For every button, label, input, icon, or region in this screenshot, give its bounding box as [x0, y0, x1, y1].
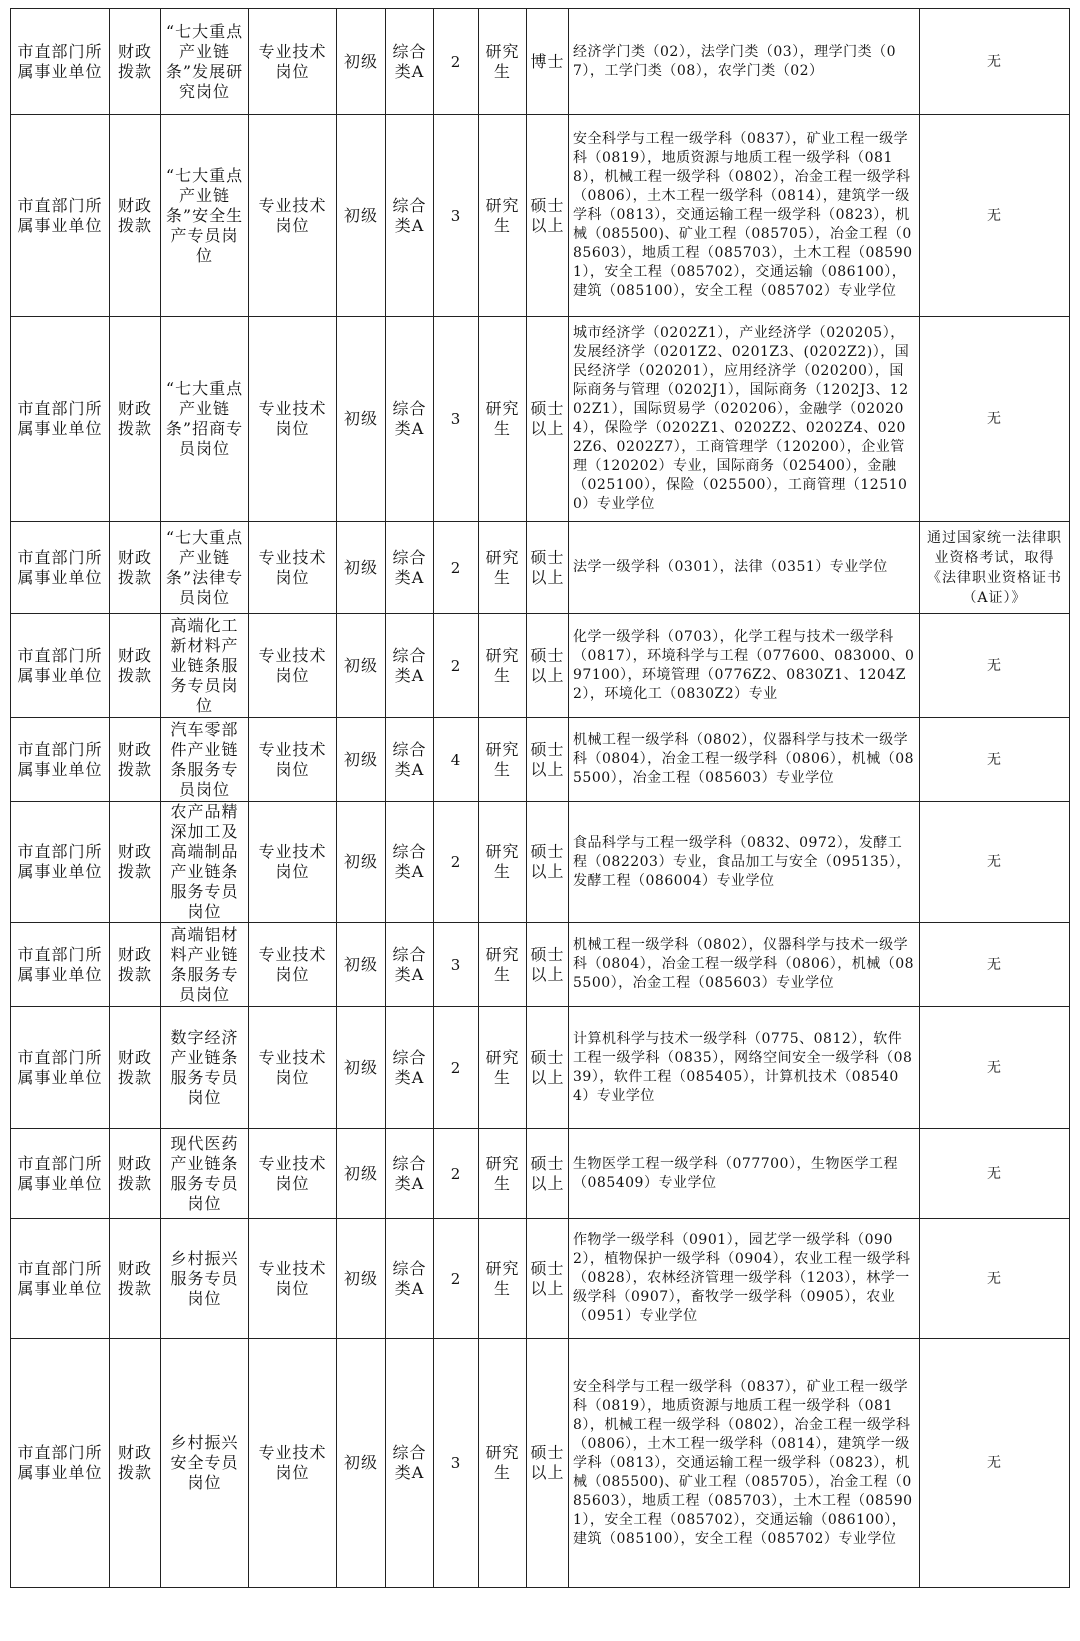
exam-category-cell: 综合类A: [386, 115, 434, 317]
headcount-cell: 3: [434, 923, 479, 1007]
degree-cell: 硕士以上: [527, 522, 569, 614]
other-condition-cell: 无: [920, 317, 1070, 522]
exam-category-cell: 综合类A: [386, 317, 434, 522]
education-cell: 研究生: [479, 9, 527, 115]
funding-cell: 财政拨款: [110, 522, 161, 614]
table-row: [11, 1219, 1070, 1339]
position-name-cell: “七大重点产业链条”发展研究岗位: [161, 9, 249, 115]
recruitment-table: [10, 8, 1070, 1588]
position-level-cell: 初级: [337, 1007, 386, 1129]
headcount-cell: 2: [434, 1007, 479, 1129]
other-condition-cell: 无: [920, 802, 1070, 923]
unit-cell: 市直部门所属事业单位: [11, 614, 110, 718]
exam-category-cell: 综合类A: [386, 923, 434, 1007]
unit-cell: 市直部门所属事业单位: [11, 1219, 110, 1339]
funding-cell: 财政拨款: [110, 1007, 161, 1129]
exam-category-cell: 综合类A: [386, 522, 434, 614]
position-level-cell: 初级: [337, 802, 386, 923]
other-condition-cell: 无: [920, 718, 1070, 802]
table-row: [11, 1339, 1070, 1588]
headcount-cell: 2: [434, 1129, 479, 1219]
position-level-cell: 初级: [337, 1129, 386, 1219]
position-name-cell: 高端铝材料产业链条服务专员岗位: [161, 923, 249, 1007]
degree-cell: 硕士以上: [527, 317, 569, 522]
position-name-cell: “七大重点产业链条”法律专员岗位: [161, 522, 249, 614]
position-level-cell: 初级: [337, 614, 386, 718]
degree-cell: 硕士以上: [527, 923, 569, 1007]
major-requirement-cell: 经济学门类（02），法学门类（03），理学门类（07），工学门类（08），农学门类（02）: [569, 9, 920, 115]
major-requirement-cell: 食品科学与工程一级学科（0832、0972），发酵工程（082203）专业，食品加工与安全（095135），发酵工程（086004）专业学位: [569, 802, 920, 923]
degree-cell: 硕士以上: [527, 1339, 569, 1588]
degree-cell: 硕士以上: [527, 718, 569, 802]
funding-cell: 财政拨款: [110, 1339, 161, 1588]
headcount-cell: 2: [434, 9, 479, 115]
education-cell: 研究生: [479, 1129, 527, 1219]
position-name-cell: 现代医药产业链条服务专员岗位: [161, 1129, 249, 1219]
funding-cell: 财政拨款: [110, 115, 161, 317]
position-category-cell: 专业技术岗位: [249, 1339, 337, 1588]
position-name-cell: 乡村振兴服务专员岗位: [161, 1219, 249, 1339]
degree-cell: 硕士以上: [527, 1219, 569, 1339]
exam-category-cell: 综合类A: [386, 614, 434, 718]
position-name-cell: 乡村振兴安全专员岗位: [161, 1339, 249, 1588]
table-row: [11, 317, 1070, 522]
degree-cell: 硕士以上: [527, 1007, 569, 1129]
headcount-cell: 3: [434, 115, 479, 317]
education-cell: 研究生: [479, 1219, 527, 1339]
position-name-cell: “七大重点产业链条”安全生产专员岗位: [161, 115, 249, 317]
position-level-cell: 初级: [337, 522, 386, 614]
position-level-cell: 初级: [337, 9, 386, 115]
exam-category-cell: 综合类A: [386, 1339, 434, 1588]
table-row: [11, 718, 1070, 802]
funding-cell: 财政拨款: [110, 614, 161, 718]
table-row: [11, 522, 1070, 614]
education-cell: 研究生: [479, 1339, 527, 1588]
funding-cell: 财政拨款: [110, 1129, 161, 1219]
major-requirement-cell: 安全科学与工程一级学科（0837），矿业工程一级学科（0819），地质资源与地质工程一级学科（0818），机械工程一级学科（0802），冶金工程一级学科（0806），土木工程一级学科（0814），建筑学一级学科（0813），交通运输工程一级学科（0823），机械（085500)、矿业工程（085705），冶金工程（085603），地质工程（085703），土木工程（085901），安全工程（085702），交通运输（086100），建筑（085100），安全工程（085702）专业学位: [569, 115, 920, 317]
major-requirement-cell: 作物学一级学科（0901），园艺学一级学科（0902），植物保护一级学科（0904），农业工程一级学科（0828），农林经济管理一级学科（1203），林学一级学科（0907），畜牧学一级学科（0905），农业（0951）专业学位: [569, 1219, 920, 1339]
exam-category-cell: 综合类A: [386, 1129, 434, 1219]
headcount-cell: 2: [434, 522, 479, 614]
unit-cell: 市直部门所属事业单位: [11, 802, 110, 923]
degree-cell: 博士: [527, 9, 569, 115]
unit-cell: 市直部门所属事业单位: [11, 317, 110, 522]
exam-category-cell: 综合类A: [386, 1007, 434, 1129]
position-category-cell: 专业技术岗位: [249, 614, 337, 718]
position-level-cell: 初级: [337, 923, 386, 1007]
unit-cell: 市直部门所属事业单位: [11, 1007, 110, 1129]
other-condition-cell: 无: [920, 923, 1070, 1007]
table-row: [11, 923, 1070, 1007]
unit-cell: 市直部门所属事业单位: [11, 9, 110, 115]
position-category-cell: 专业技术岗位: [249, 9, 337, 115]
position-category-cell: 专业技术岗位: [249, 522, 337, 614]
unit-cell: 市直部门所属事业单位: [11, 718, 110, 802]
degree-cell: 硕士以上: [527, 614, 569, 718]
position-name-cell: 数字经济产业链条服务专员岗位: [161, 1007, 249, 1129]
funding-cell: 财政拨款: [110, 1219, 161, 1339]
table-row: [11, 115, 1070, 317]
education-cell: 研究生: [479, 115, 527, 317]
unit-cell: 市直部门所属事业单位: [11, 522, 110, 614]
position-category-cell: 专业技术岗位: [249, 923, 337, 1007]
funding-cell: 财政拨款: [110, 9, 161, 115]
position-level-cell: 初级: [337, 718, 386, 802]
headcount-cell: 2: [434, 1219, 479, 1339]
position-category-cell: 专业技术岗位: [249, 1007, 337, 1129]
position-category-cell: 专业技术岗位: [249, 1219, 337, 1339]
degree-cell: 硕士以上: [527, 1129, 569, 1219]
exam-category-cell: 综合类A: [386, 9, 434, 115]
funding-cell: 财政拨款: [110, 802, 161, 923]
other-condition-cell: 无: [920, 115, 1070, 317]
other-condition-cell: 无: [920, 1129, 1070, 1219]
major-requirement-cell: 机械工程一级学科（0802），仪器科学与技术一级学科（0804），冶金工程一级学科（0806），机械（085500），冶金工程（085603）专业学位: [569, 718, 920, 802]
other-condition-cell: 通过国家统一法律职业资格考试，取得《法律职业资格证书（A证）》: [920, 522, 1070, 614]
position-level-cell: 初级: [337, 1339, 386, 1588]
funding-cell: 财政拨款: [110, 923, 161, 1007]
position-category-cell: 专业技术岗位: [249, 1129, 337, 1219]
position-name-cell: 农产品精深加工及高端制品产业链条服务专员岗位: [161, 802, 249, 923]
position-name-cell: 汽车零部件产业链条服务专员岗位: [161, 718, 249, 802]
headcount-cell: 3: [434, 1339, 479, 1588]
education-cell: 研究生: [479, 718, 527, 802]
other-condition-cell: 无: [920, 1219, 1070, 1339]
major-requirement-cell: 化学一级学科（0703），化学工程与技术一级学科（0817），环境科学与工程（077600、083000、097100），环境管理（0776Z2、0830Z1、1204Z2），环境化工（0830Z2）专业: [569, 614, 920, 718]
position-level-cell: 初级: [337, 1219, 386, 1339]
education-cell: 研究生: [479, 614, 527, 718]
degree-cell: 硕士以上: [527, 115, 569, 317]
education-cell: 研究生: [479, 802, 527, 923]
major-requirement-cell: 安全科学与工程一级学科（0837），矿业工程一级学科（0819），地质资源与地质工程一级学科（0818），机械工程一级学科（0802），冶金工程一级学科（0806），土木工程一级学科（0814），建筑学一级学科（0813），交通运输工程一级学科（0823），机械（085500)、矿业工程（085705），冶金工程（085603），地质工程（085703），土木工程（085901），安全工程（085702），交通运输（086100），建筑（085100），安全工程（085702）专业学位: [569, 1339, 920, 1588]
headcount-cell: 4: [434, 718, 479, 802]
major-requirement-cell: 城市经济学（0202Z1），产业经济学（020205），发展经济学（0201Z2、0201Z3、(0202Z2)），国民经济学（020201），应用经济学（020200），国际商务与管理（0202J1），国际商务（1202J3、1202Z1），国际贸易学（020206），金融学（020204），保险学（0202Z1、0202Z2、0202Z4、0202Z6、0202Z7），工商管理学（120200），企业管理（120202）专业，国际商务（025400），金融（025100），保险（025500），工商管理（125100）专业学位: [569, 317, 920, 522]
position-category-cell: 专业技术岗位: [249, 115, 337, 317]
exam-category-cell: 综合类A: [386, 1219, 434, 1339]
other-condition-cell: 无: [920, 1339, 1070, 1588]
table-row: [11, 9, 1070, 115]
funding-cell: 财政拨款: [110, 718, 161, 802]
position-category-cell: 专业技术岗位: [249, 317, 337, 522]
position-name-cell: “七大重点产业链条”招商专员岗位: [161, 317, 249, 522]
headcount-cell: 3: [434, 317, 479, 522]
education-cell: 研究生: [479, 923, 527, 1007]
degree-cell: 硕士以上: [527, 802, 569, 923]
major-requirement-cell: 生物医学工程一级学科（077700），生物医学工程（085409）专业学位: [569, 1129, 920, 1219]
exam-category-cell: 综合类A: [386, 718, 434, 802]
other-condition-cell: 无: [920, 1007, 1070, 1129]
major-requirement-cell: 法学一级学科（0301），法律（0351）专业学位: [569, 522, 920, 614]
position-name-cell: 高端化工新材料产业链条服务专员岗位: [161, 614, 249, 718]
unit-cell: 市直部门所属事业单位: [11, 923, 110, 1007]
funding-cell: 财政拨款: [110, 317, 161, 522]
other-condition-cell: 无: [920, 9, 1070, 115]
headcount-cell: 2: [434, 614, 479, 718]
headcount-cell: 2: [434, 802, 479, 923]
position-level-cell: 初级: [337, 317, 386, 522]
education-cell: 研究生: [479, 317, 527, 522]
position-category-cell: 专业技术岗位: [249, 802, 337, 923]
unit-cell: 市直部门所属事业单位: [11, 1339, 110, 1588]
table-row: [11, 802, 1070, 923]
table-row: [11, 1007, 1070, 1129]
major-requirement-cell: 机械工程一级学科（0802），仪器科学与技术一级学科（0804），冶金工程一级学科（0806），机械（085500），冶金工程（085603）专业学位: [569, 923, 920, 1007]
exam-category-cell: 综合类A: [386, 802, 434, 923]
education-cell: 研究生: [479, 1007, 527, 1129]
table-row: [11, 1129, 1070, 1219]
position-level-cell: 初级: [337, 115, 386, 317]
unit-cell: 市直部门所属事业单位: [11, 1129, 110, 1219]
other-condition-cell: 无: [920, 614, 1070, 718]
position-category-cell: 专业技术岗位: [249, 718, 337, 802]
education-cell: 研究生: [479, 522, 527, 614]
table-row: [11, 614, 1070, 718]
major-requirement-cell: 计算机科学与技术一级学科（0775、0812），软件工程一级学科（0835），网络空间安全一级学科（0839），软件工程（085405），计算机技术（085404）专业学位: [569, 1007, 920, 1129]
unit-cell: 市直部门所属事业单位: [11, 115, 110, 317]
